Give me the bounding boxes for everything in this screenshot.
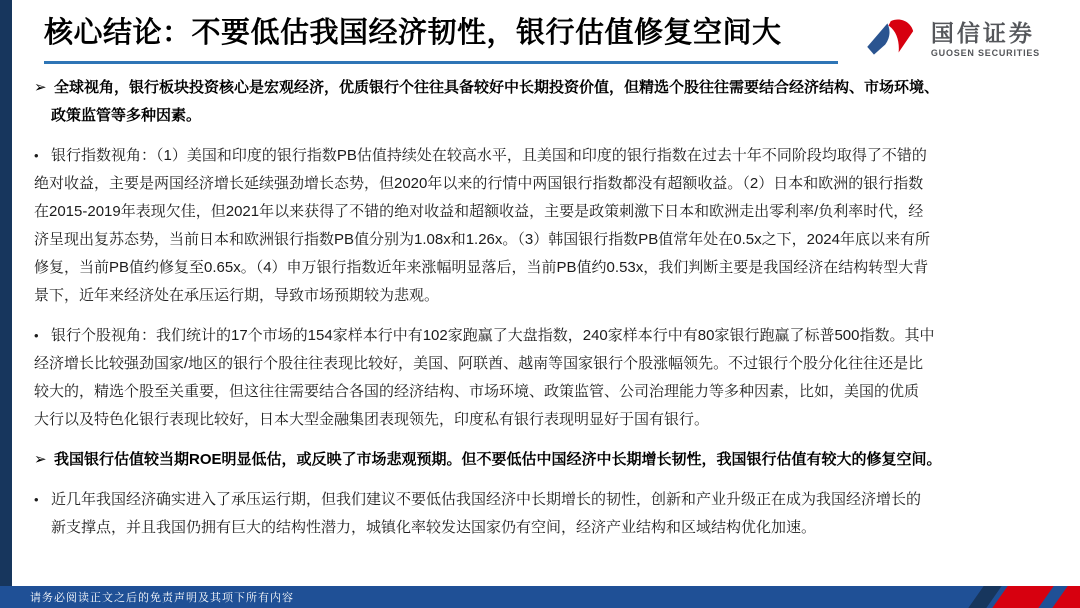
text-line: 在2015-2019年表现欠佳，但2021年以来获得了不错的绝对收益和超额收益，主要是政策刺激下日本和欧洲走出零利率/负利率时代，经: [34, 203, 924, 220]
arrow-bullet-icon: ➢: [34, 451, 47, 468]
dot-bullet-icon: •: [34, 148, 39, 163]
guosen-logo: [865, 16, 1040, 62]
title-underline: [44, 61, 838, 64]
paragraph: [34, 142, 1064, 310]
paragraph: [34, 446, 1064, 474]
text-line: 景下，近年来经济处在承压运行期，导致市场预期较为悲观。: [34, 287, 440, 304]
text-line-content: 银行个股视角：我们统计的17个市场的154家样本行中有102家跑赢了大盘指数，240家样本行中有80家银行跑赢了标普500指数。其中: [51, 327, 935, 344]
text-line: 经济增长比较强劲国家/地区的银行个股往往表现比较好，美国、阿联酋、越南等国家银行个股涨幅领先。不过银行个股分化往往还是比: [34, 355, 924, 372]
text-line-content: 全球视角，银行板块投资核心是宏观经济，优质银行个往往具备较好中长期投资价值，但精选个股往往需要结合经济结构、市场环境、: [54, 79, 940, 96]
text-line: [34, 74, 1064, 102]
logo-name-en: GUOSEN SECURITIES: [930, 47, 1040, 58]
text-line: 较大的，精选个股至关重要，但这往往需要结合各国的经济结构、市场环境、政策监管、公司治理能力等多种因素，比如，美国的优质: [34, 383, 920, 400]
slide-body: [34, 74, 1064, 554]
arrow-bullet-icon: ➢: [34, 79, 47, 96]
footer-bar: [0, 586, 1080, 608]
text-line-content: 银行指数视角：（1）美国和印度的银行指数PB估值持续处在较高水平，且美国和印度的银行指数在过去十年不同阶段均取得了不错的: [51, 147, 927, 164]
text-line-content: 我国银行估值较当期ROE明显低估，或反映了市场悲观预期。但不要低估中国经济中长期增长韧性，我国银行估值有较大的修复空间。: [54, 451, 942, 468]
paragraph: [34, 322, 1064, 434]
text-line: [34, 446, 1064, 474]
text-line: [34, 486, 1064, 514]
guosen-logo-text: [931, 20, 1040, 59]
dot-bullet-icon: •: [34, 328, 39, 343]
text-line-content: 近几年我国经济确实进入了承压运行期，但我们建议不要低估我国经济中长期增长的韧性，创新和产业升级正在成为我国经济增长的: [51, 491, 922, 508]
text-line: 大行以及特色化银行表现比较好，日本大型金融集团表现领先，印度私有银行表现明显好于国有银行。: [34, 411, 710, 428]
footer-ribbon-red-stripe-small: [1049, 586, 1080, 608]
text-line: 新支撑点，并且我国仍拥有巨大的结构性潜力，城镇化率较发达国家仍有空间，经济产业结构和区域结构优化加速。: [51, 519, 817, 536]
text-line: 政策监管等多种因素。: [51, 107, 202, 124]
text-line: 济呈现出复苏态势，当前日本和欧洲银行指数PB值分别为1.08x和1.26x。（3）韩国银行指数PB值常年处在0.5x之下，2024年底以来有所: [34, 231, 930, 248]
disclaimer-text: 请务必阅读正文之后的免责声明及其项下所有内容: [30, 592, 294, 604]
paragraph: [34, 486, 1064, 542]
text-line: [34, 322, 1064, 350]
text-line: [34, 142, 1064, 170]
logo-name-cn: 国信证券: [930, 19, 1035, 46]
paragraph: [34, 74, 1064, 130]
dot-bullet-icon: •: [34, 492, 39, 507]
text-line: 绝对收益，主要是两国经济增长延续强劲增长态势，但2020年以来的行情中两国银行指数都没有超额收益。（2）日本和欧洲的银行指数: [34, 175, 924, 192]
page-title: 核心结论：不要低估我国经济韧性，银行估值修复空间大: [44, 17, 782, 49]
guosen-logo-icon: [865, 16, 921, 62]
text-line: 修复，当前PB值约修复至0.65x。（4）申万银行指数近年来涨幅明显落后，当前PB值约0.53x，我们判断主要是我国经济在结构转型大背: [34, 259, 929, 276]
left-accent-bar: [0, 0, 12, 608]
